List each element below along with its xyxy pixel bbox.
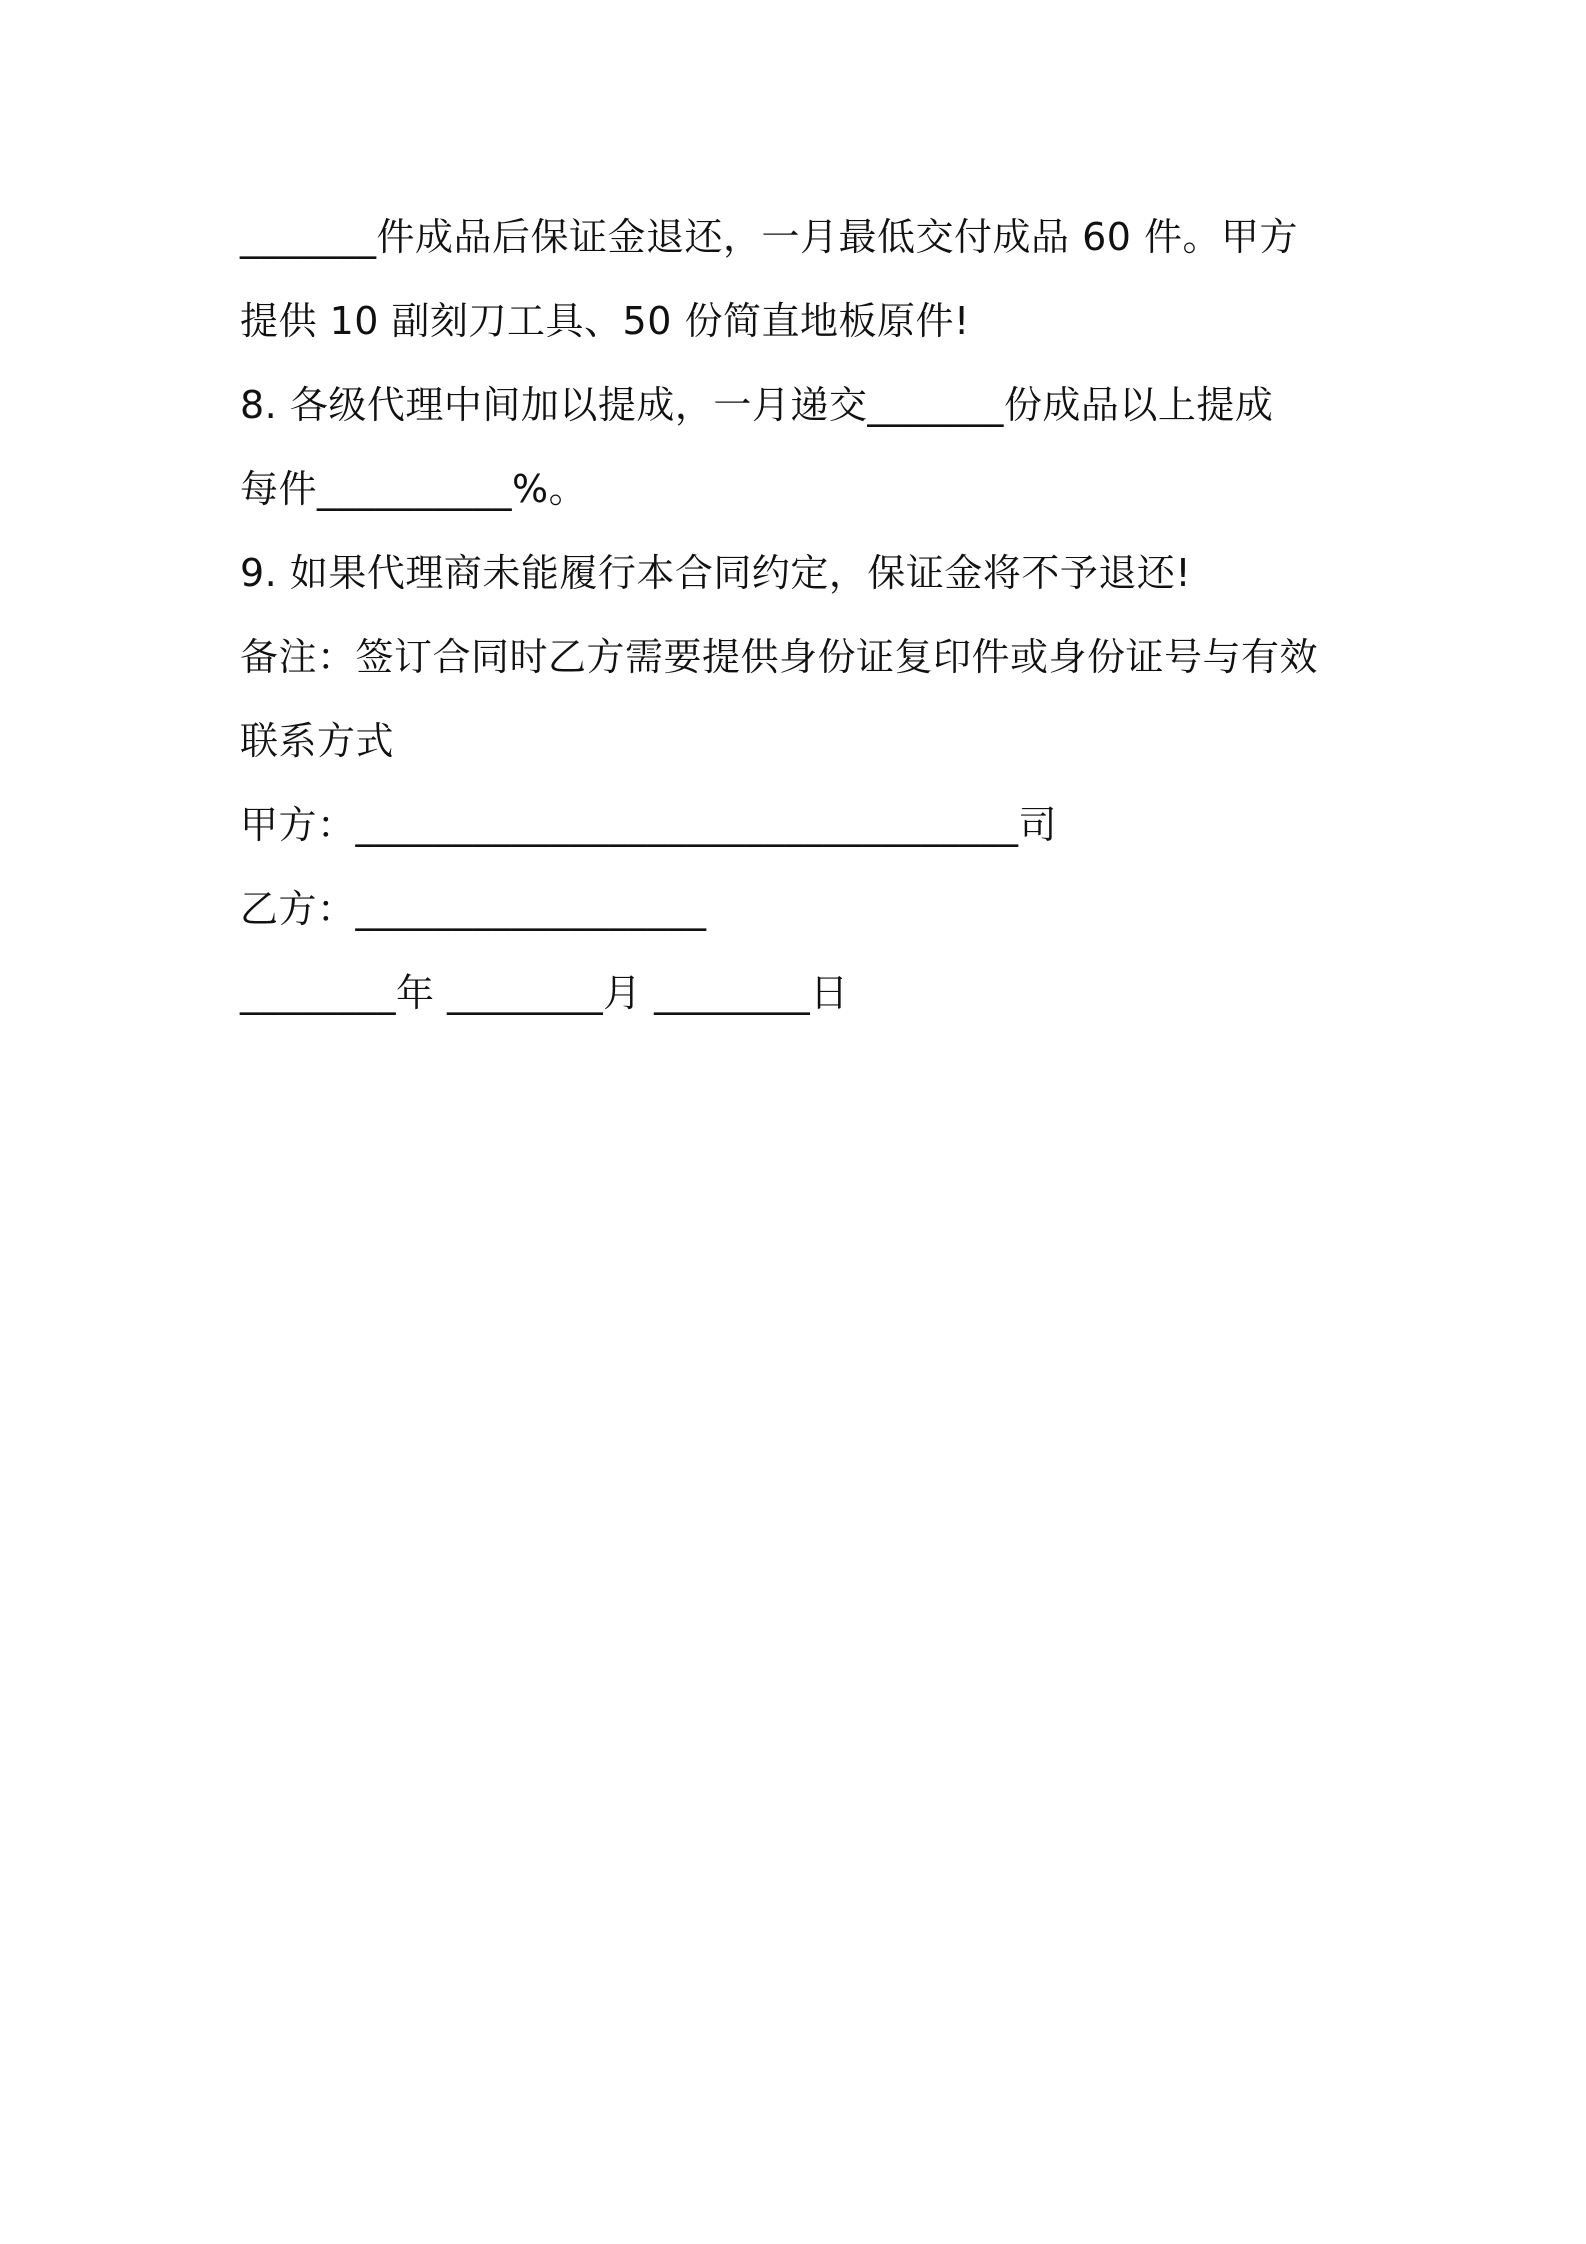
clause-8-line: 8. 各级代理中间加以提成，一月递交_______份成品以上提成	[240, 383, 1274, 427]
party-a-signature-line: 甲方：__________________________________司	[240, 803, 1058, 847]
clause-7-continuation: _______件成品后保证金退还，一月最低交付成品 60 件。甲方	[240, 215, 1299, 259]
remark-line: 备注：签订合同时乙方需要提供身份证复印件或身份证号与有效	[240, 635, 1319, 679]
date-line: ________年 ________月 ________日	[240, 971, 849, 1015]
clause-7-tools-line: 提供 10 副刻刀工具、50 份简直地板原件!	[240, 299, 970, 343]
clause-9-line: 9. 如果代理商未能履行本合同约定，保证金将不予退还!	[240, 551, 1192, 595]
clause-8-commission-line: 每件__________%。	[240, 467, 588, 511]
party-b-signature-line: 乙方：__________________	[240, 887, 707, 931]
remark-continuation: 联系方式	[240, 719, 395, 763]
document-body	[240, 195, 1360, 1035]
